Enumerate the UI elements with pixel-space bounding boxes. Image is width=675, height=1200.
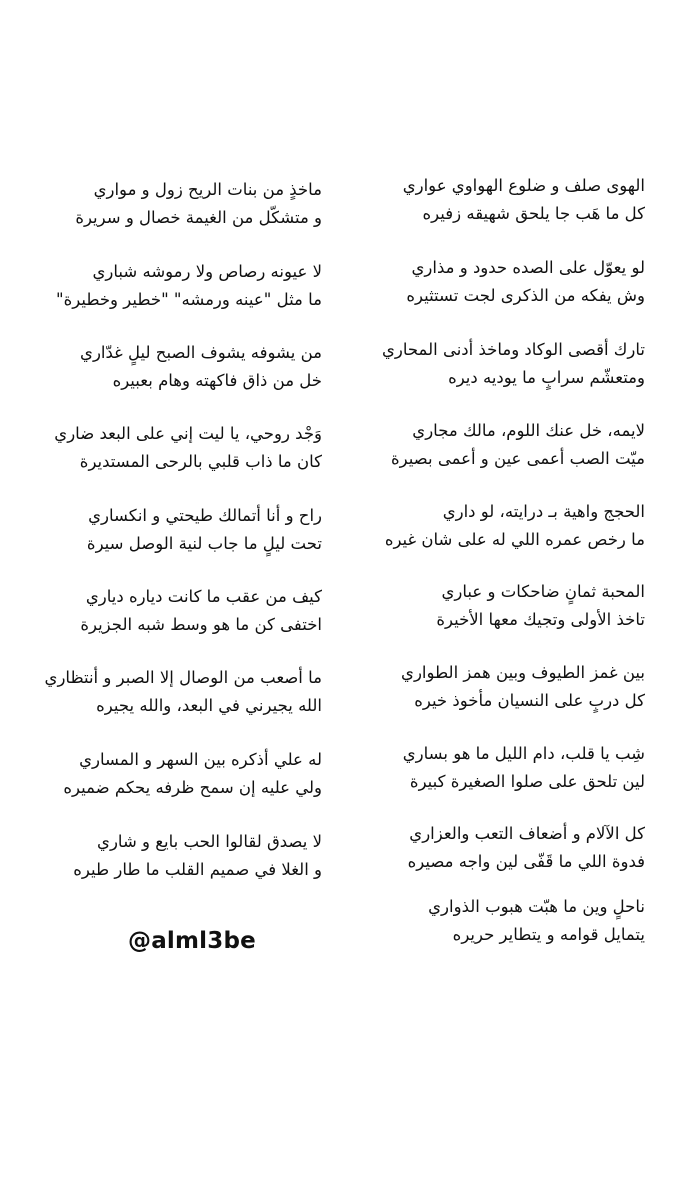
stanza	[345, 578, 645, 634]
stanza	[345, 336, 645, 392]
verse-line: تاخذ الأولى وتجيك معها الأخيرة	[436, 610, 645, 629]
stanza	[22, 746, 322, 802]
stanza	[22, 502, 322, 558]
verse-line: كل ما هَب جا يلحق شهيقه زفيره	[422, 204, 645, 223]
verse-line: كيف من عقب ما كانت دياره دياري	[85, 587, 322, 606]
stanza	[22, 176, 322, 232]
stanza	[345, 659, 645, 715]
verse-line: اختفى كن ما هو وسط شبه الجزيرة	[80, 615, 322, 634]
verse-line: من يشوفه يشوف الصبح ليلٍ غدّاري	[80, 343, 322, 362]
verse-line: لا عيونه رصاص ولا رموشه شباري	[92, 262, 322, 281]
verse-line: الله يجيرني في البعد، والله يجيره	[96, 696, 322, 715]
verse-line: ميّت الصب أعمى عين و أعمى بصيرة	[390, 449, 645, 468]
verse-line: الحجج واهية بـ درايته، لو داري	[442, 502, 645, 521]
verse-line: ما رخص عمره اللي له على شان غيره	[384, 530, 645, 549]
verse-line: و الغلا في صميم القلب ما طار طيره	[73, 860, 322, 879]
stanza	[22, 828, 322, 884]
verse-line: شِب يا قلب، دام الليل ما هو بساري	[402, 744, 645, 763]
verse-line: ما أصعب من الوصال إلا الصبر و أنتظاري	[44, 668, 322, 687]
stanza	[22, 583, 322, 639]
stanza	[22, 664, 322, 720]
verse-line: وَجْد روحي، يا ليت إني على البعد ضاري	[54, 424, 322, 443]
verse-line: تحت ليلٍ ما جاب لنية الوصل سيرة	[86, 534, 322, 553]
stanza	[345, 254, 645, 310]
stanza	[22, 258, 322, 314]
verse-line: فدوة اللي ما قَفّى لين واجه مصيره	[407, 852, 645, 871]
verse-line: له علي أذكره بين السهر و المساري	[79, 750, 322, 769]
stanza	[22, 339, 322, 395]
verse-line: ناحلٍ وين ما هبّت هبوب الذواري	[428, 897, 645, 916]
verse-line: ومتعشّم سرابٍ ما يوديه ديره	[448, 368, 645, 387]
verse-line: لا يصدق لقالوا الحب بايع و شاري	[97, 832, 322, 851]
verse-line: راح و أنا أتمالك طيحتي و انكساري	[88, 506, 322, 525]
verse-line: لايمه، خل عنك اللوم، مالك مجاري	[412, 421, 645, 440]
verse-line: الهوى صلف و ضلوع الهواوي عواري	[402, 176, 645, 195]
author-handle: @alml3be	[128, 928, 256, 954]
stanza	[22, 420, 322, 476]
verse-line: المحبة ثمانٍ ضاحكات و عباري	[441, 582, 645, 601]
verse-line: وش يفكه من الذكرى لجت تستثيره	[406, 286, 645, 305]
stanza	[345, 498, 645, 554]
verse-line: لو يعوّل على الصده حدود و مذاري	[411, 258, 645, 277]
verse-line: بين غمز الطيوف وبين همز الطواري	[401, 663, 645, 682]
stanza	[345, 893, 645, 949]
stanza	[345, 740, 645, 796]
verse-line: يتمايل قوامه و يتطاير حريره	[452, 925, 645, 944]
verse-line: لين تلحق على صلوا الصغيرة كبيرة	[409, 772, 645, 791]
verse-line: ولي عليه إن سمح ظرفه يحكم ضميره	[63, 778, 322, 797]
verse-line: ماخذٍ من بنات الريح زول و مواري	[93, 180, 322, 199]
verse-line: تارك أقصى الوكاد وماخذ أدنى المحاري	[382, 340, 645, 359]
verse-line: كان ما ذاب قلبي بالرحى المستديرة	[79, 452, 322, 471]
verse-line: كل دربٍ على النسيان مأخوذ خيره	[414, 691, 645, 710]
verse-line: خل من ذاق فاكهته وهام بعبيره	[112, 371, 322, 390]
stanza	[345, 820, 645, 876]
stanza	[345, 417, 645, 473]
verse-line: ما مثل "عينه ورمشه" "خطير وخطيرة"	[56, 290, 322, 309]
verse-line: و متشكّل من الغيمة خصال و سريرة	[75, 208, 322, 227]
verse-line: كل الآلام و أضعاف التعب والعزاري	[409, 824, 645, 843]
stanza	[345, 172, 645, 228]
